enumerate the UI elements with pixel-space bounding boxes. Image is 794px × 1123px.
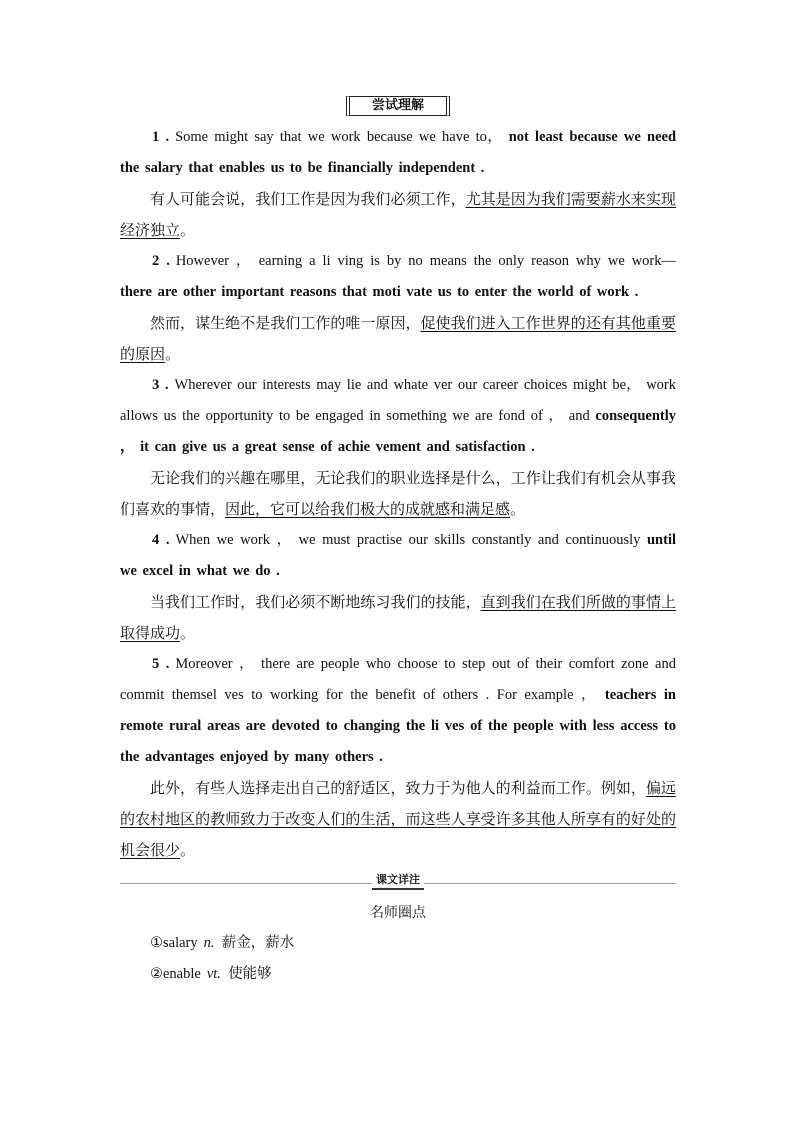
list-item [120, 370, 676, 525]
chinese-text: 此外，有些人选择走出自己的舒适区，致力于为他人的利益而工作。例如， [150, 779, 646, 797]
english-paragraph [120, 246, 676, 308]
chinese-paragraph [120, 587, 676, 649]
english-text: When we work ， we must practise our skills constantly and continuously [175, 532, 647, 548]
chinese-end: 。 [510, 500, 526, 518]
note-meaning: 使能够 [228, 966, 272, 982]
notes-title: 名师圈点 [370, 905, 426, 921]
notes-list [120, 928, 676, 990]
items-list [120, 122, 676, 866]
chinese-text: 有人可能会说，我们工作是因为我们必须工作， [150, 190, 466, 208]
chinese-underlined-text: 尤其是因为我们需要薪水来实现经济独立 [120, 190, 676, 239]
note-item [120, 959, 676, 990]
english-paragraph [120, 525, 676, 587]
english-text: Moreover ， there are people who choose to step out of their comfort zone and commit themsel ves to working for the benefit of others . For example ， [120, 656, 676, 703]
section-label: 课文详注 [372, 872, 424, 890]
item-number: 2 . [152, 253, 170, 269]
list-item [120, 246, 676, 370]
chinese-paragraph [120, 308, 676, 370]
section-divider [120, 872, 676, 890]
english-paragraph [120, 649, 676, 773]
chinese-text: 然而，谋生绝不是我们工作的唯一原因， [150, 314, 421, 332]
english-bold-text: teachers in remote rural areas are devoted to changing the li ves of the people with less access to the advantages enjoyed by many others . [120, 687, 676, 765]
chinese-end: 。 [180, 221, 196, 239]
section-heading: 尝试理解 [346, 96, 450, 116]
chinese-paragraph [120, 463, 676, 525]
chinese-text: 当我们工作时，我们必须不断地练习我们的技能， [150, 593, 481, 611]
note-marker: ② [150, 966, 163, 982]
chinese-underlined-text: 促使我们进入工作世界的还有其他重要的原因 [120, 314, 676, 363]
english-text: Wherever our interests may lie and whate ver our career choices might be， work allows us the opportunity to be engaged in something we are fond of ， and [120, 377, 677, 424]
document-page [120, 96, 676, 990]
english-bold-text: consequently ， it can give us a great sense of achie vement and satisfaction . [120, 408, 676, 455]
note-marker: ① [150, 935, 163, 951]
english-paragraph [120, 370, 676, 463]
chinese-underlined-text: 因此，它可以给我们极大的成就感和满足感 [225, 500, 511, 518]
item-number: 3 . [152, 377, 169, 393]
english-text: However ， earning a li ving is by no means the only reason why we work— [175, 253, 677, 269]
english-paragraph [120, 122, 676, 184]
english-bold-text: until we excel in what we do . [120, 532, 676, 579]
item-number: 1 . [152, 129, 170, 145]
english-bold-text: there are other important reasons that moti vate us to enter the world of work . [120, 284, 639, 300]
note-word: salary [163, 935, 198, 951]
chinese-paragraph [120, 184, 676, 246]
list-item [120, 525, 676, 649]
chinese-text: 无论我们的兴趣在哪里，无论我们的职业选择是什么，工作让我们有机会从事我们喜欢的事情， [120, 469, 676, 518]
item-number: 4 . [152, 532, 170, 548]
list-item [120, 122, 676, 246]
note-item [120, 928, 676, 959]
note-meaning: 薪金，薪水 [221, 935, 295, 951]
chinese-end: 。 [165, 345, 181, 363]
list-item [120, 649, 676, 866]
english-text: Some might say that we work because we have to， [175, 129, 503, 145]
chinese-end: 。 [180, 624, 196, 642]
chinese-underlined-text: 偏远的农村地区的教师致力于改变人们的生活，而这些人享受许多其他人所享有的好处的机会很少 [120, 779, 676, 859]
english-bold-text: not least because we need the salary that enables us to be financially independent . [120, 129, 677, 176]
note-pos: vt. [206, 966, 221, 982]
chinese-paragraph [120, 773, 676, 866]
chinese-end: 。 [180, 841, 196, 859]
note-pos: n. [203, 935, 215, 951]
chinese-underlined-text: 直到我们在我们所做的事情上取得成功 [120, 593, 676, 642]
note-word: enable [163, 966, 201, 982]
item-number: 5 . [152, 656, 170, 672]
